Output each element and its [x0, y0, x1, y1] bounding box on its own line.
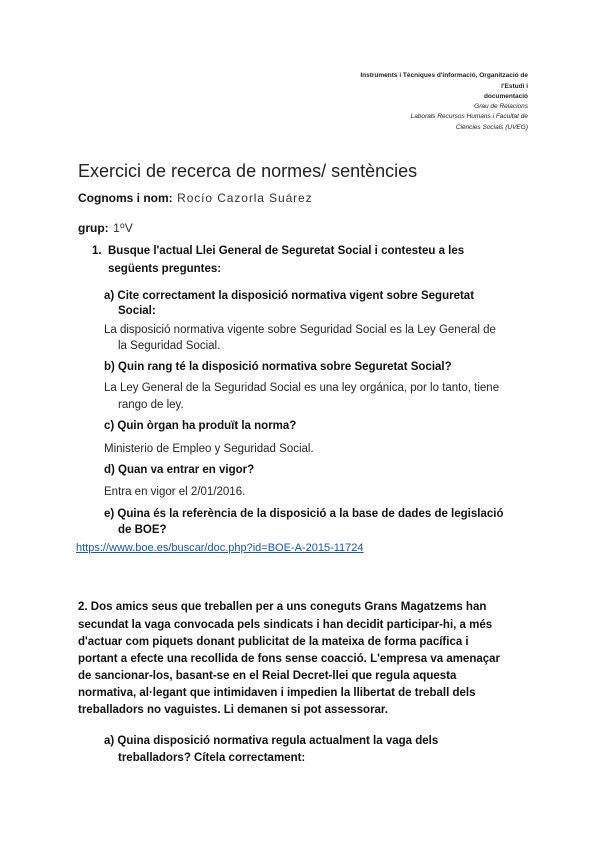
question-text-line: secundat la vaga convocada pels sindicats i han decidit participar-hi, a més: [78, 619, 493, 631]
subquestion-c: c) Quin òrgan ha produït la norma?: [104, 420, 297, 432]
question-text-line: portant a efecte una recollida de fons sense coacció. L'empresa va amenaçar: [78, 653, 501, 665]
subquestion-a: a) Quina disposició normativa regula actualment la vaga dels: [104, 735, 439, 747]
student-group-row: [78, 218, 133, 237]
student-group: 1ºV: [113, 221, 134, 235]
student-name-row: [78, 188, 313, 207]
question-text-line: següents preguntes:: [108, 263, 222, 275]
answer-d: Entra en vigor el 2/01/2016.: [104, 486, 246, 498]
group-label: grup:: [78, 221, 109, 235]
question-text-line: 2. Dos amics seus que treballen per a uns coneguts Grans Magatzems han: [78, 601, 487, 613]
header-degree-line: Laborals Recursos Humans i Facultat de: [410, 113, 528, 120]
header-course-line: l'Estudi i: [501, 83, 528, 90]
question-text-line: de sancionar-los, basant-se en el Reial Decret-llei que regula aquesta: [78, 670, 457, 682]
answer-b: rango de ley.: [118, 399, 184, 411]
answer-c: Ministerio de Empleo y Seguridad Social.: [104, 443, 314, 455]
boe-reference-link[interactable]: https://www.boe.es/buscar/doc.php?id=BOE-A-2015-11724: [76, 542, 364, 554]
subquestion-e: e) Quina és la referència de la disposició a la base de dades de legislació: [104, 508, 504, 520]
student-name: Rocío Cazorla Suárez: [177, 191, 313, 205]
answer-a: La disposició normativa vigente sobre Seguridad Social es la Ley General de: [104, 324, 496, 336]
question-text-line: Busque l'actual Llei General de Seguretat Social i contesteu a les: [108, 245, 465, 257]
subquestion-a: treballadors? Cítela correctament:: [118, 752, 306, 764]
subquestion-a: Social:: [118, 305, 156, 317]
subquestion-a: a) Cite correctament la disposició normativa vigent sobre Seguretat: [104, 290, 475, 302]
answer-b: La Ley General de la Seguridad Social es una ley orgánica, por lo tanto, tiene: [104, 382, 500, 394]
answer-a: la Seguridad Social.: [118, 340, 221, 352]
header-course-line: Instruments i Tècniques d'informació, Organització de: [360, 72, 528, 79]
subquestion-e: de BOE?: [118, 524, 167, 536]
subquestion-d: d) Quan va entrar en vigor?: [104, 464, 255, 476]
header-degree-line: Ciències Socials (UVEG): [455, 124, 528, 131]
question-number: 1.: [92, 245, 102, 257]
subquestion-b: b) Quin rang té la disposició normativa sobre Seguretat Social?: [104, 361, 452, 373]
header-degree-line: Grau de Relacions: [474, 103, 528, 110]
header-course-line: documentació: [483, 93, 528, 100]
question-text-line: normativa, al·legant que intimidaven i impedien la llibertat de treball dels: [78, 687, 476, 699]
question-text-line: treballadors no vaguistes. Li demanen si pot assessorar.: [78, 704, 388, 716]
name-label: Cognoms i nom:: [78, 191, 173, 205]
question-text-line: d'actuar com piquets donant publicitat de la mateixa de forma pacífica i: [78, 636, 469, 648]
page-title: Exercici de recerca de normes/ sentències: [78, 161, 418, 181]
